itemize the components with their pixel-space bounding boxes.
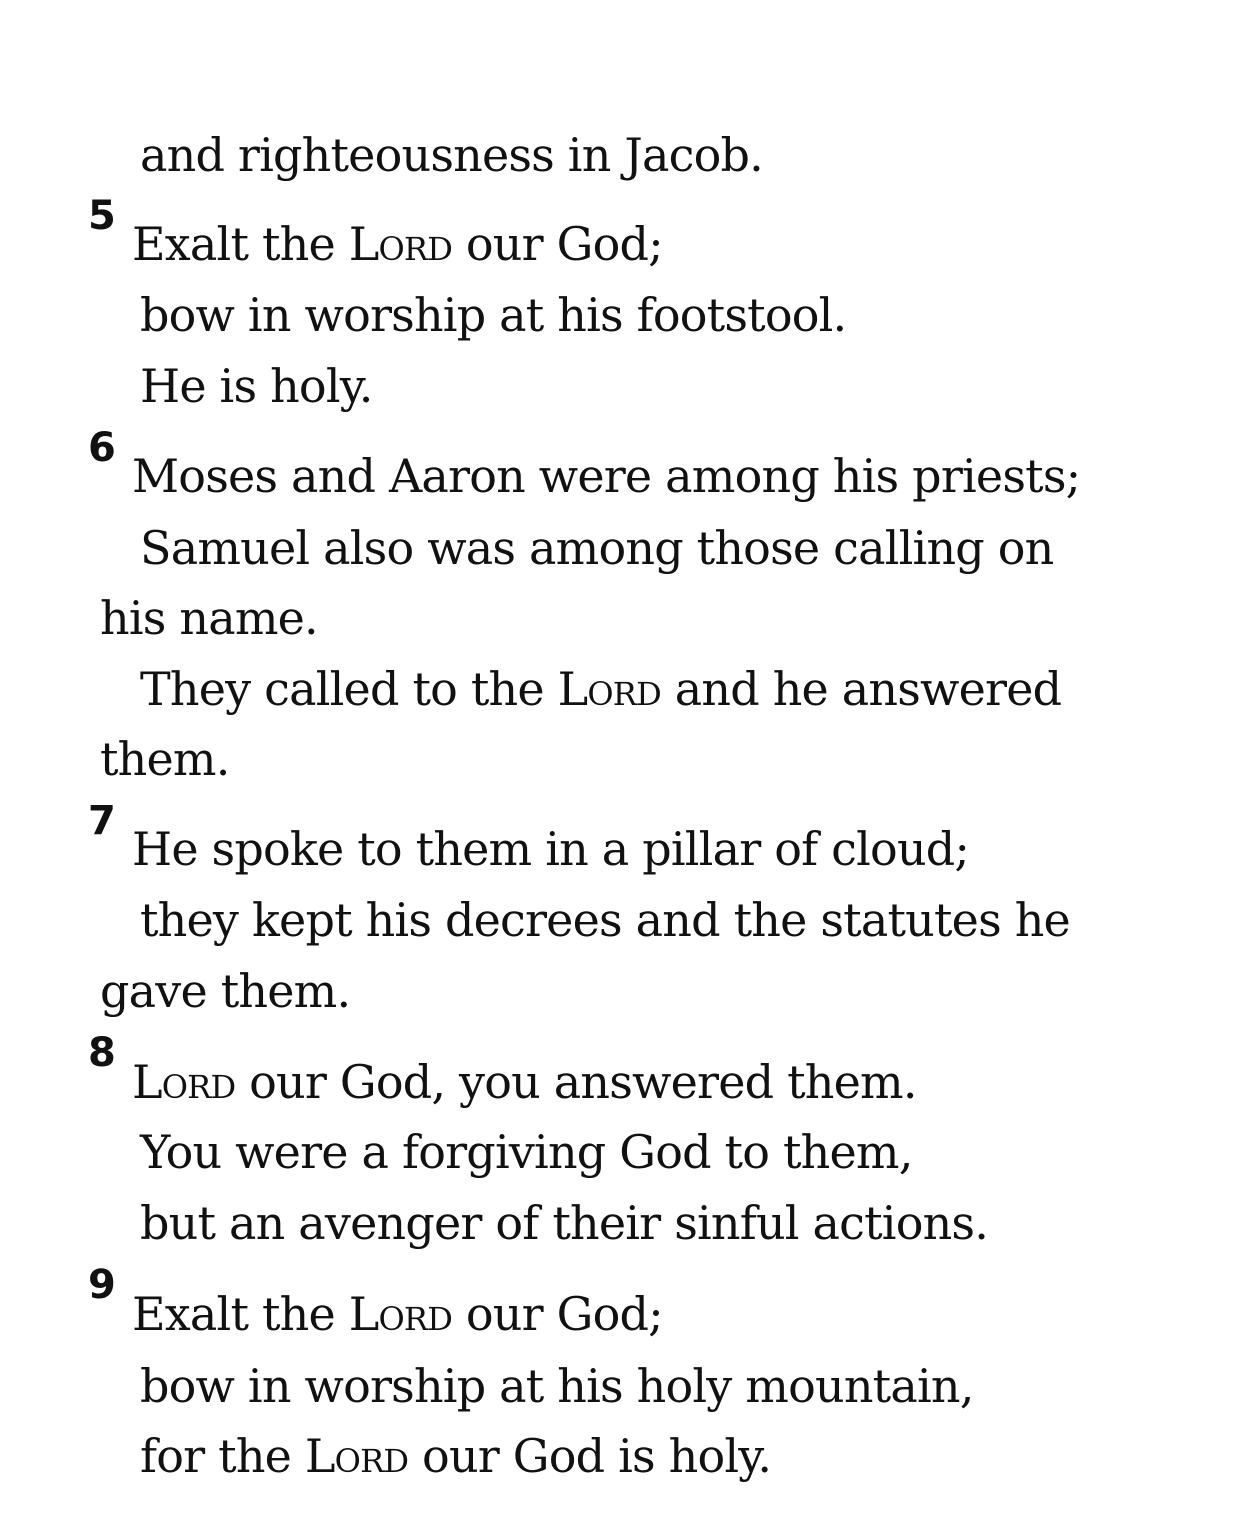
verse-number-7: 7 [88,798,116,844]
line-text: Samuel also was among those calling on [140,521,1054,575]
line-text: for the [140,1429,305,1483]
verse-7-line-2 [140,890,1070,950]
line-text: He spoke to them in a pillar of cloud; [132,822,970,876]
divine-name-lord: Lord [348,217,453,271]
line-text: Moses and Aaron were among his priests; [132,449,1081,503]
line-text: our God; [452,217,663,271]
line-text: our God is holy. [408,1429,772,1483]
verse-9-line-2 [140,1356,974,1416]
verse-7-line-1 [132,819,969,879]
verse-6-line-1 [132,446,1080,506]
verse-6-line-3 [140,659,1061,719]
divine-name-lord: Lord [304,1429,409,1483]
verse-5-line-3 [140,356,373,416]
verse-number-5: 5 [88,193,116,239]
line-text: our God; [452,1287,663,1341]
divine-name-lord: Lord [132,1055,236,1109]
verse-number-8: 8 [88,1030,116,1076]
line-text: They called to the [140,662,558,716]
verse-8-line-1 [132,1052,917,1112]
line-text: You were a forgiving God to them, [140,1125,913,1179]
line-text: gave them. [100,964,351,1018]
verse-number-9: 9 [88,1262,116,1308]
verse-6-line-3-wrap [100,729,230,789]
verse-5-line-1 [132,214,663,274]
verse-6-line-2-wrap [100,588,318,648]
verse-5-line-2 [140,285,846,345]
line-text: and he answered [660,662,1062,716]
line-text: He is holy. [140,359,373,413]
divine-name-lord: Lord [557,662,661,716]
verse-4-line-continuation [140,125,763,185]
verse-number-6: 6 [88,425,116,471]
verse-8-line-2 [140,1122,913,1182]
verse-9-line-1 [132,1284,663,1344]
line-text: Exalt the [132,217,349,271]
verse-7-line-2-wrap [100,961,350,1021]
verse-6-line-2 [140,518,1053,578]
line-text: Exalt the [132,1287,349,1341]
line-text: our God, you answered them. [235,1055,917,1109]
line-text: his name. [100,591,318,645]
line-text: bow in worship at his footstool. [140,288,847,342]
verse-8-line-3 [140,1193,988,1253]
line-text: bow in worship at his holy mountain, [140,1359,974,1413]
line-text: but an avenger of their sinful actions. [140,1196,989,1250]
line-text: they kept his decrees and the statutes he [140,893,1070,947]
verse-9-line-3 [140,1426,771,1486]
line-text: them. [100,732,230,786]
line-text: and righteousness in Jacob. [140,128,763,182]
divine-name-lord: Lord [348,1287,453,1341]
